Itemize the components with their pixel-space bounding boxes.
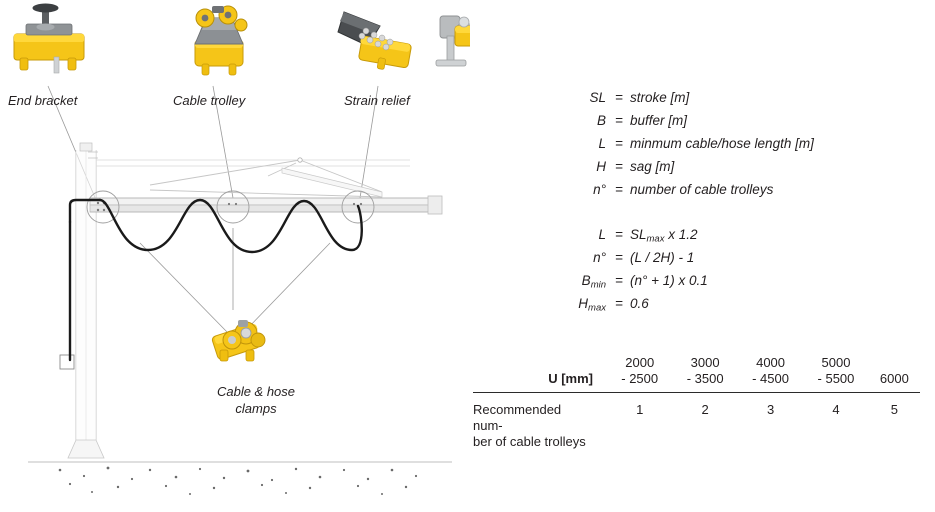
label-cable-hose-clamps [196, 383, 316, 417]
legend-definition: minmum cable/hose length [m] [630, 136, 814, 151]
table-row-label [473, 393, 607, 451]
col-range-line1: 4000 [756, 355, 786, 370]
legend-row [560, 113, 920, 136]
col-range-line2: - 3500 [686, 371, 724, 386]
table [473, 355, 920, 450]
legend-symbol: SL [589, 90, 606, 105]
table-column-header [607, 355, 672, 393]
legend-definition: number of cable trolleys [630, 182, 774, 197]
table-cell: 1 [636, 402, 644, 417]
label-strain-relief: Strain relief [344, 93, 410, 108]
table-cell: 4 [832, 402, 840, 417]
formula-expression-tail: x 1.2 [664, 227, 698, 242]
table-row [473, 393, 920, 451]
legend-row [560, 90, 920, 113]
legend-symbol: L [598, 136, 606, 151]
col-range-line2: - 4500 [752, 371, 789, 386]
legend-row [560, 182, 920, 205]
jib-boom [150, 158, 382, 197]
table-column-header [803, 355, 868, 393]
cable-hose-clamp-part [211, 320, 265, 361]
legend-definition: stroke [m] [630, 90, 690, 105]
legend-equals: = [615, 182, 623, 197]
bracket-clamp-part [436, 16, 470, 66]
trolley-count-table [473, 355, 920, 450]
label-cable-trolley: Cable trolley [173, 93, 246, 108]
col-range-line1: 5000 [821, 355, 851, 370]
formula-symbol [560, 227, 612, 242]
col-range-line1: 2000 [625, 355, 655, 370]
formula-symbol-sub: max [588, 302, 606, 314]
table-cell: 3 [766, 402, 775, 417]
table-header-label: U [mm] [473, 355, 607, 393]
row-label-line1: Recommended num- [473, 402, 562, 433]
label-end-bracket: End bracket [8, 93, 78, 108]
table-column-header [672, 355, 737, 393]
label-cable-hose-clamps-line2: clamps [235, 401, 277, 416]
cable-trolley-part [195, 6, 247, 75]
legend-formulas [560, 227, 920, 319]
runway-beam [90, 160, 442, 214]
strain-relief-part [338, 12, 412, 70]
formula-expression-sub: max [646, 233, 665, 245]
table-column-header [869, 355, 920, 393]
legend-definitions [560, 90, 920, 205]
legend-symbol: H [596, 159, 606, 174]
formula-row [560, 296, 920, 319]
system-illustration [0, 0, 470, 507]
legend-equals: = [615, 136, 623, 151]
formula-symbol-text: n° [593, 250, 606, 265]
formula-expression [626, 227, 920, 245]
formula-row [560, 227, 920, 250]
formula-equals: = [615, 273, 623, 288]
legend-symbol: n° [593, 182, 606, 197]
formula-row [560, 273, 920, 296]
table-cell: 5 [890, 402, 898, 417]
table-header-row [473, 355, 920, 393]
legend-symbol: B [596, 113, 606, 128]
formula-equals: = [615, 296, 623, 311]
row-label-line2: ber of cable trolleys [473, 434, 586, 449]
mast [60, 143, 104, 458]
legend-row [560, 159, 920, 182]
table-column-header [738, 355, 803, 393]
formula-symbol [560, 250, 612, 265]
legend-definition: buffer [m] [630, 113, 688, 128]
formula-expression-main: SL [630, 227, 647, 242]
formula-row [560, 250, 920, 273]
label-cable-hose-clamps-line1: Cable & hose [216, 384, 296, 399]
formula-expression: 0.6 [630, 296, 649, 311]
legend-definition: sag [m] [630, 159, 675, 174]
col-range-line2: - 2500 [621, 371, 659, 386]
formula-expression: (L / 2H) - 1 [630, 250, 695, 265]
legend-equals: = [615, 113, 623, 128]
formula-symbol-text: L [598, 227, 606, 242]
table-cell: 2 [701, 402, 709, 417]
formula-symbol-text: H [578, 296, 589, 311]
formula-expression: (n° + 1) x 0.1 [630, 273, 708, 288]
legend-equals: = [615, 90, 623, 105]
ground-line [28, 462, 452, 495]
formula-symbol-text: B [581, 273, 591, 288]
formula-symbol [560, 273, 612, 291]
legend-row [560, 136, 920, 159]
formula-symbol [560, 296, 612, 314]
col-range-line2: - 5500 [817, 371, 855, 386]
illustration-svg [0, 0, 470, 507]
formula-equals: = [615, 227, 623, 242]
formula-symbol-sub: min [590, 279, 606, 291]
col-range-line1: 3000 [690, 355, 720, 370]
end-bracket-part [14, 4, 84, 74]
legend-equals: = [615, 159, 623, 174]
legend-block [560, 90, 920, 319]
formula-equals: = [615, 250, 623, 265]
col-range-line1: 6000 [879, 371, 909, 386]
